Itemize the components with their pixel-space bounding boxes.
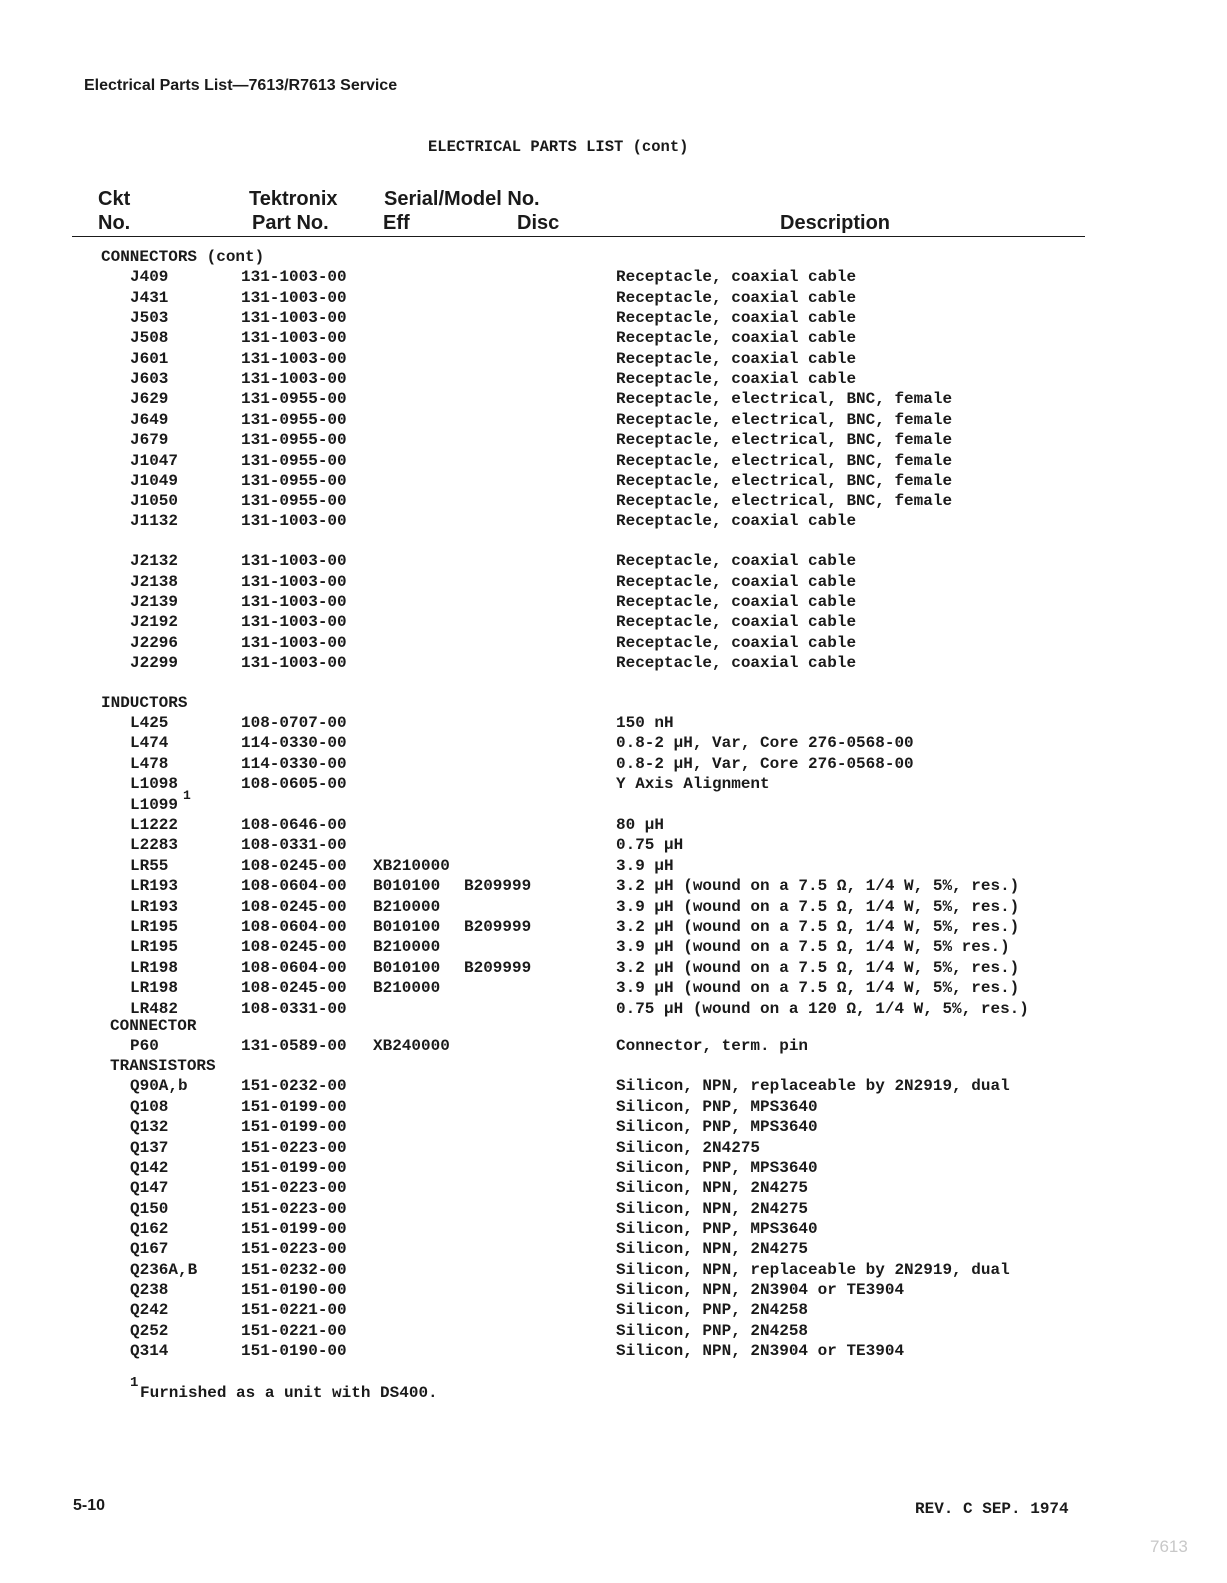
table-row <box>0 410 1227 430</box>
part-no-cell: 131-0955-00 <box>241 411 347 429</box>
table-row <box>0 958 1227 978</box>
part-no-cell: 108-0245-00 <box>241 857 347 875</box>
part-no-cell: 114-0330-00 <box>241 734 347 752</box>
eff-cell: XB210000 <box>373 857 450 875</box>
table-row <box>0 1178 1227 1198</box>
part-no-cell: 108-0245-00 <box>241 898 347 916</box>
table-row <box>0 592 1227 612</box>
part-no-cell: 131-1003-00 <box>241 613 347 631</box>
description-cell: Silicon, NPN, 2N4275 <box>616 1240 809 1258</box>
table-row <box>0 267 1227 287</box>
table-row <box>0 491 1227 511</box>
table-row <box>0 633 1227 653</box>
table-row <box>0 551 1227 571</box>
description-cell: Silicon, PNP, MPS3640 <box>616 1118 818 1136</box>
table-row <box>0 1138 1227 1158</box>
table-row <box>0 1036 1227 1056</box>
description-cell: Receptacle, electrical, BNC, female <box>616 411 953 429</box>
disc-cell: B209999 <box>464 877 532 895</box>
description-cell: Receptacle, coaxial cable <box>616 552 857 570</box>
col-ckt-label: Ckt <box>98 188 131 210</box>
disc-cell: B209999 <box>464 959 532 977</box>
description-cell: 3.9 µH <box>616 857 674 875</box>
ckt-cell: Q142 <box>130 1159 169 1177</box>
ckt-cell: J2139 <box>130 593 179 611</box>
part-no-cell: 108-0331-00 <box>241 1000 347 1018</box>
description-cell: Silicon, NPN, replaceable by 2N2919, dual <box>616 1077 1010 1095</box>
table-row <box>0 511 1227 531</box>
ckt-cell: L2283 <box>130 836 179 854</box>
ckt-cell: L1098 <box>130 775 179 793</box>
part-no-cell: 151-0223-00 <box>241 1240 347 1258</box>
description-cell: Receptacle, coaxial cable <box>616 593 857 611</box>
part-no-cell: 131-1003-00 <box>241 593 347 611</box>
description-cell: Connector, term. pin <box>616 1037 809 1055</box>
list-title: ELECTRICAL PARTS LIST (cont) <box>428 138 689 156</box>
disc-cell: B209999 <box>464 918 532 936</box>
description-cell: Receptacle, electrical, BNC, female <box>616 492 953 510</box>
ckt-cell: J2296 <box>130 634 179 652</box>
description-cell: Receptacle, electrical, BNC, female <box>616 452 953 470</box>
table-row <box>0 653 1227 673</box>
part-no-cell: 131-1003-00 <box>241 268 347 286</box>
description-cell: Receptacle, coaxial cable <box>616 289 857 307</box>
table-row <box>0 713 1227 733</box>
part-no-cell: 131-0955-00 <box>241 390 347 408</box>
table-row <box>0 937 1227 957</box>
part-no-cell: 131-0955-00 <box>241 452 347 470</box>
part-no-cell: 108-0331-00 <box>241 836 347 854</box>
revision-date: REV. C SEP. 1974 <box>915 1500 1069 1518</box>
table-row <box>0 369 1227 389</box>
table-row <box>0 1158 1227 1178</box>
ckt-cell: L478 <box>130 755 169 773</box>
table-row <box>0 1097 1227 1117</box>
eff-cell: B210000 <box>373 979 441 997</box>
ckt-cell: J601 <box>130 350 169 368</box>
description-cell: 0.75 µH <box>616 836 684 854</box>
part-no-cell: 108-0646-00 <box>241 816 347 834</box>
description-cell: Receptacle, coaxial cable <box>616 573 857 591</box>
table-row <box>0 815 1227 835</box>
ckt-cell: J2138 <box>130 573 179 591</box>
description-cell: 3.2 µH (wound on a 7.5 Ω, 1/4 W, 5%, res.) <box>616 918 1020 936</box>
section-connectors <box>0 247 1227 267</box>
part-no-cell: 151-0232-00 <box>241 1261 347 1279</box>
description-cell: 0.8-2 µH, Var, Core 276-0568-00 <box>616 734 914 752</box>
section-heading: INDUCTORS <box>101 694 188 712</box>
description-cell: Receptacle, coaxial cable <box>616 309 857 327</box>
ckt-cell: J431 <box>130 289 169 307</box>
part-no-cell: 131-1003-00 <box>241 350 347 368</box>
table-row <box>0 288 1227 308</box>
part-no-cell: 151-0190-00 <box>241 1281 347 1299</box>
table-row <box>0 754 1227 774</box>
description-cell: 3.9 µH (wound on a 7.5 Ω, 1/4 W, 5% res.) <box>616 938 1010 956</box>
section-connector <box>0 1016 1227 1036</box>
table-row <box>0 328 1227 348</box>
part-no-cell: 114-0330-00 <box>241 755 347 773</box>
ckt-cell: J508 <box>130 329 169 347</box>
description-cell: 150 nH <box>616 714 674 732</box>
table-row <box>0 389 1227 409</box>
part-no-cell: 131-0589-00 <box>241 1037 347 1055</box>
eff-cell: B210000 <box>373 898 441 916</box>
ckt-cell: J2192 <box>130 613 179 631</box>
section-heading: CONNECTORS (cont) <box>101 248 265 266</box>
part-no-cell: 108-0604-00 <box>241 918 347 936</box>
ckt-cell: Q162 <box>130 1220 169 1238</box>
part-no-cell: 108-0605-00 <box>241 775 347 793</box>
description-cell: Silicon, PNP, 2N4258 <box>616 1322 809 1340</box>
description-cell: Receptacle, coaxial cable <box>616 613 857 631</box>
ckt-cell: Q90A,b <box>130 1077 188 1095</box>
description-cell: Receptacle, electrical, BNC, female <box>616 390 953 408</box>
table-row <box>0 308 1227 328</box>
description-cell: Silicon, NPN, 2N3904 or TE3904 <box>616 1342 905 1360</box>
col-desc-label: Description <box>780 212 891 234</box>
description-cell: 3.2 µH (wound on a 7.5 Ω, 1/4 W, 5%, res.) <box>616 959 1020 977</box>
ckt-cell: Q150 <box>130 1200 169 1218</box>
ckt-cell: Q252 <box>130 1322 169 1340</box>
ckt-cell: J1050 <box>130 492 179 510</box>
table-row <box>0 1219 1227 1239</box>
part-no-cell: 131-1003-00 <box>241 654 347 672</box>
part-no-cell: 131-0955-00 <box>241 492 347 510</box>
ckt-cell: Q167 <box>130 1240 169 1258</box>
col-tek-label-2: Part No. <box>252 212 329 234</box>
col-serial-label: Serial/Model No. <box>384 188 540 210</box>
ckt-cell: Q137 <box>130 1139 169 1157</box>
ckt-cell: LR195 <box>130 938 179 956</box>
ckt-cell: J1047 <box>130 452 179 470</box>
table-row <box>0 1341 1227 1361</box>
eff-cell: B010100 <box>373 918 441 936</box>
part-no-cell: 151-0190-00 <box>241 1342 347 1360</box>
ckt-cell: Q242 <box>130 1301 169 1319</box>
ckt-cell: J679 <box>130 431 169 449</box>
table-row <box>0 1321 1227 1341</box>
ckt-cell: LR55 <box>130 857 169 875</box>
part-no-cell: 151-0221-00 <box>241 1322 347 1340</box>
part-no-cell: 131-0955-00 <box>241 431 347 449</box>
description-cell: Silicon, NPN, 2N4275 <box>616 1200 809 1218</box>
description-cell: Receptacle, electrical, BNC, female <box>616 431 953 449</box>
ckt-cell: Q108 <box>130 1098 169 1116</box>
description-cell: Silicon, PNP, 2N4258 <box>616 1301 809 1319</box>
description-cell: Silicon, PNP, MPS3640 <box>616 1098 818 1116</box>
page-header-title: Electrical Parts List—7613/R7613 Service <box>84 77 398 94</box>
part-no-cell: 131-1003-00 <box>241 512 347 530</box>
ckt-cell: P60 <box>130 1037 159 1055</box>
description-cell: 80 µH <box>616 816 665 834</box>
description-cell: Silicon, NPN, 2N3904 or TE3904 <box>616 1281 905 1299</box>
part-no-cell: 108-0604-00 <box>241 959 347 977</box>
description-cell: Y Axis Alignment <box>616 775 770 793</box>
description-cell: Silicon, NPN, replaceable by 2N2919, dual <box>616 1261 1010 1279</box>
ckt-cell: J2299 <box>130 654 179 672</box>
eff-cell: B010100 <box>373 877 441 895</box>
description-cell: Receptacle, electrical, BNC, female <box>616 472 953 490</box>
col-ckt-label-2: No. <box>98 212 131 234</box>
ckt-cell: LR193 <box>130 898 179 916</box>
ckt-cell: LR193 <box>130 877 179 895</box>
ckt-cell: L1099 <box>130 796 179 814</box>
description-cell: Silicon, PNP, MPS3640 <box>616 1220 818 1238</box>
section-heading: TRANSISTORS <box>110 1057 216 1075</box>
ckt-cell: J629 <box>130 390 169 408</box>
table-row <box>0 451 1227 471</box>
col-eff-label: Eff <box>383 212 410 234</box>
description-cell: Receptacle, coaxial cable <box>616 370 857 388</box>
table-row <box>0 917 1227 937</box>
description-cell: Receptacle, coaxial cable <box>616 512 857 530</box>
description-cell: Receptacle, coaxial cable <box>616 654 857 672</box>
table-row <box>0 471 1227 491</box>
description-cell: Silicon, 2N4275 <box>616 1139 761 1157</box>
part-no-cell: 131-1003-00 <box>241 309 347 327</box>
part-no-cell: 151-0199-00 <box>241 1220 347 1238</box>
table-row <box>0 572 1227 592</box>
part-no-cell: 151-0199-00 <box>241 1118 347 1136</box>
part-no-cell: 131-1003-00 <box>241 289 347 307</box>
part-no-cell: 151-0223-00 <box>241 1139 347 1157</box>
description-cell: 3.9 µH (wound on a 7.5 Ω, 1/4 W, 5%, res.) <box>616 898 1020 916</box>
ckt-cell: J2132 <box>130 552 179 570</box>
description-cell: 0.75 µH (wound on a 120 Ω, 1/4 W, 5%, res.) <box>616 1000 1029 1018</box>
table-row <box>0 856 1227 876</box>
section-transistors <box>0 1056 1227 1076</box>
col-disc-label: Disc <box>517 212 560 234</box>
part-no-cell: 108-0707-00 <box>241 714 347 732</box>
eff-cell: B210000 <box>373 938 441 956</box>
ckt-cell: LR198 <box>130 959 179 977</box>
description-cell: 3.2 µH (wound on a 7.5 Ω, 1/4 W, 5%, res.) <box>616 877 1020 895</box>
ckt-cell: L425 <box>130 714 169 732</box>
part-no-cell: 131-1003-00 <box>241 634 347 652</box>
part-no-cell: 131-1003-00 <box>241 370 347 388</box>
ckt-cell: Q238 <box>130 1281 169 1299</box>
table-row <box>0 978 1227 998</box>
watermark: 7613 <box>1150 1537 1188 1556</box>
table-row <box>0 1260 1227 1280</box>
section-inductors <box>0 693 1227 713</box>
part-no-cell: 131-1003-00 <box>241 552 347 570</box>
eff-cell: B010100 <box>373 959 441 977</box>
ckt-cell: LR195 <box>130 918 179 936</box>
ckt-cell: J1132 <box>130 512 179 530</box>
part-no-cell: 151-0199-00 <box>241 1098 347 1116</box>
table-row <box>0 897 1227 917</box>
ckt-cell: Q147 <box>130 1179 169 1197</box>
description-cell: Silicon, PNP, MPS3640 <box>616 1159 818 1177</box>
ckt-cell: J1049 <box>130 472 179 490</box>
description-cell: Receptacle, coaxial cable <box>616 268 857 286</box>
ckt-cell: J649 <box>130 411 169 429</box>
footnote-marker: 1 <box>130 1375 139 1391</box>
part-no-cell: 131-1003-00 <box>241 573 347 591</box>
ckt-cell: Q314 <box>130 1342 169 1360</box>
description-cell: 3.9 µH (wound on a 7.5 Ω, 1/4 W, 5%, res.) <box>616 979 1020 997</box>
part-no-cell: 131-0955-00 <box>241 472 347 490</box>
table-row <box>0 349 1227 369</box>
description-cell: Receptacle, coaxial cable <box>616 350 857 368</box>
part-no-cell: 131-1003-00 <box>241 329 347 347</box>
table-row <box>0 1117 1227 1137</box>
table-row <box>0 1076 1227 1096</box>
part-no-cell: 151-0221-00 <box>241 1301 347 1319</box>
ckt-cell: J409 <box>130 268 169 286</box>
footnote-text: Furnished as a unit with DS400. <box>140 1384 438 1402</box>
part-no-cell: 151-0199-00 <box>241 1159 347 1177</box>
table-row <box>0 1280 1227 1300</box>
ckt-cell: J603 <box>130 370 169 388</box>
ckt-cell: Q132 <box>130 1118 169 1136</box>
table-row <box>0 612 1227 632</box>
section-heading: CONNECTOR <box>110 1017 197 1035</box>
part-no-cell: 108-0245-00 <box>241 938 347 956</box>
page-number: 5-10 <box>73 1497 106 1514</box>
table-row <box>0 1300 1227 1320</box>
header-rule <box>72 236 1085 237</box>
description-cell: Silicon, NPN, 2N4275 <box>616 1179 809 1197</box>
part-no-cell: 108-0245-00 <box>241 979 347 997</box>
ckt-cell: Q236A,B <box>130 1261 198 1279</box>
ckt-cell: L1222 <box>130 816 179 834</box>
part-no-cell: 151-0232-00 <box>241 1077 347 1095</box>
col-tek-label: Tektronix <box>249 188 338 210</box>
ckt-cell: J503 <box>130 309 169 327</box>
table-row <box>0 430 1227 450</box>
table-row <box>0 876 1227 896</box>
ckt-cell: LR198 <box>130 979 179 997</box>
table-row <box>0 1199 1227 1219</box>
part-no-cell: 151-0223-00 <box>241 1200 347 1218</box>
part-no-cell: 151-0223-00 <box>241 1179 347 1197</box>
table-row <box>0 835 1227 855</box>
description-cell: Receptacle, coaxial cable <box>616 634 857 652</box>
description-cell: 0.8-2 µH, Var, Core 276-0568-00 <box>616 755 914 773</box>
table-row <box>0 733 1227 753</box>
description-cell: Receptacle, coaxial cable <box>616 329 857 347</box>
part-no-cell: 108-0604-00 <box>241 877 347 895</box>
table-row <box>0 1239 1227 1259</box>
eff-cell: XB240000 <box>373 1037 450 1055</box>
ckt-cell: LR482 <box>130 1000 179 1018</box>
footnote-ref: 1 <box>183 788 191 803</box>
ckt-cell: L474 <box>130 734 169 752</box>
